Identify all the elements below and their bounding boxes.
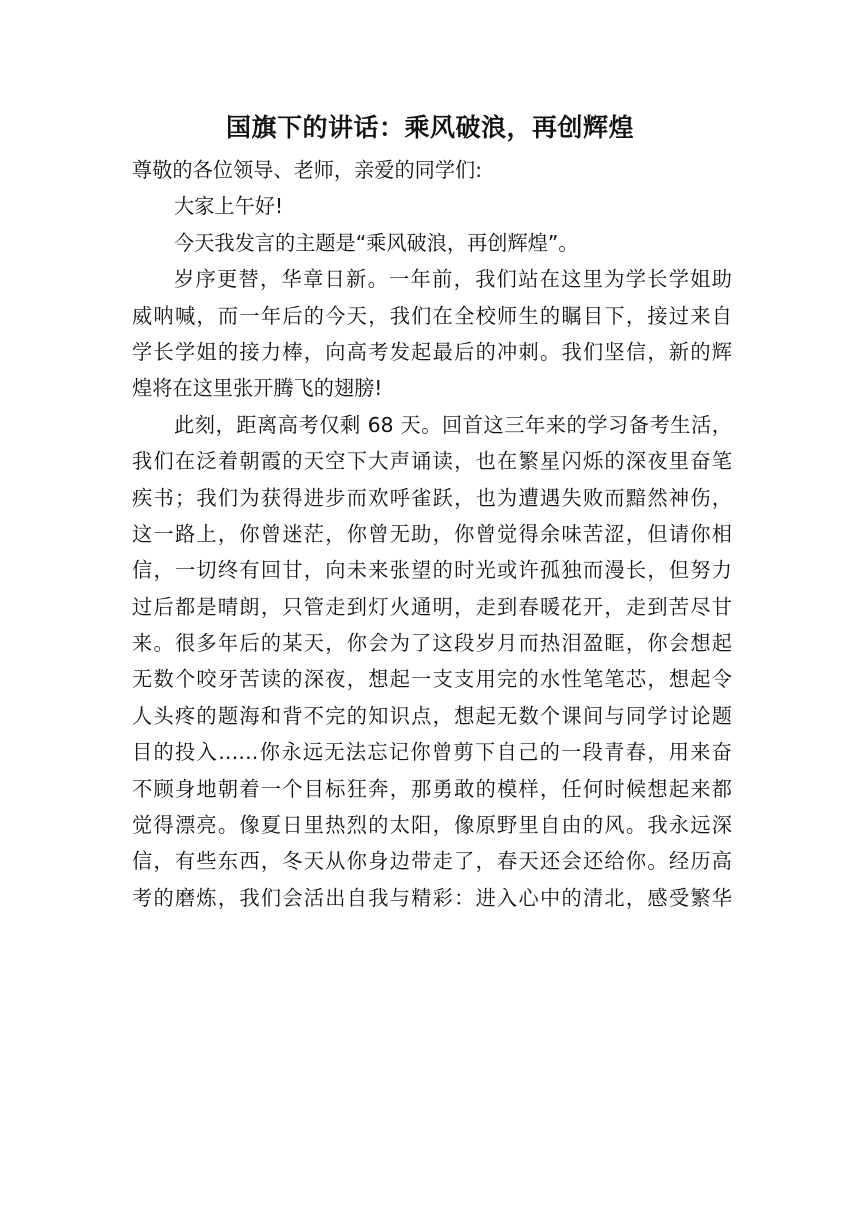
paragraph-line: 考的磨炼，我们会活出自我与精彩：进入心中的清北，感受繁华 bbox=[132, 885, 732, 910]
paragraph-line: 岁序更替，华章日新。一年前，我们站在这里为学长学姐助 bbox=[174, 267, 732, 292]
paragraph-line: 威呐喊，而一年后的今天，我们在全校师生的瞩目下，接过来自 bbox=[132, 303, 732, 328]
paragraph-line: 目的投入……你永远无法忘记你曾剪下自己的一段青春，用来奋 bbox=[132, 740, 732, 765]
paragraph-line: 疾书；我们为获得进步而欢呼雀跃，也为遭遇失败而黯然神伤， bbox=[132, 485, 732, 510]
document-body bbox=[132, 152, 732, 916]
document-title: 国旗下的讲话：乘风破浪，再创辉煌 bbox=[225, 113, 634, 142]
paragraph-line: 觉得漂亮。像夏日里热烈的太阳，像原野里自由的风。我永远深 bbox=[132, 813, 732, 838]
greeting-line: 大家上午好! bbox=[174, 194, 284, 219]
paragraph-line: 煌将在这里张开腾飞的翅膀! bbox=[132, 376, 383, 401]
salutation-line: 尊敬的各位领导、老师，亲爱的同学们: bbox=[132, 158, 482, 182]
paragraph-line: 来。很多年后的某天，你会为了这段岁月而热泪盈眶，你会想起 bbox=[132, 631, 732, 656]
paragraph-line: 不顾身地朝着一个目标狂奔，那勇敢的模样，任何时候想起来都 bbox=[132, 776, 732, 801]
paragraph-line: 过后都是晴朗，只管走到灯火通明，走到春暖花开，走到苦尽甘 bbox=[132, 594, 732, 619]
paragraph-line: 信，一切终有回甘，向未来张望的时光或许孤独而漫长，但努力 bbox=[132, 558, 732, 583]
paragraph-line: 此刻，距离高考仅剩 68 天。回首这三年来的学习备考生活， bbox=[174, 412, 732, 437]
topic-line: 今天我发言的主题是“乘风破浪，再创辉煌”。 bbox=[174, 230, 579, 255]
paragraph-line: 无数个咬牙苦读的深夜，想起一支支用完的水性笔笔芯，想起令 bbox=[132, 667, 732, 692]
paragraph-line: 我们在泛着朝霞的天空下大声诵读，也在繁星闪烁的深夜里奋笔 bbox=[132, 449, 732, 474]
paragraph-line: 这一路上，你曾迷茫，你曾无助，你曾觉得余味苦涩，但请你相 bbox=[132, 521, 732, 546]
paragraph-line: 学长学姐的接力棒，向高考发起最后的冲刺。我们坚信，新的辉 bbox=[132, 339, 732, 364]
paragraph-line: 人头疼的题海和背不完的知识点，想起无数个课间与同学讨论题 bbox=[132, 703, 732, 728]
paragraph-line: 信，有些东西，冬天从你身边带走了，春天还会还给你。经历高 bbox=[132, 849, 732, 874]
